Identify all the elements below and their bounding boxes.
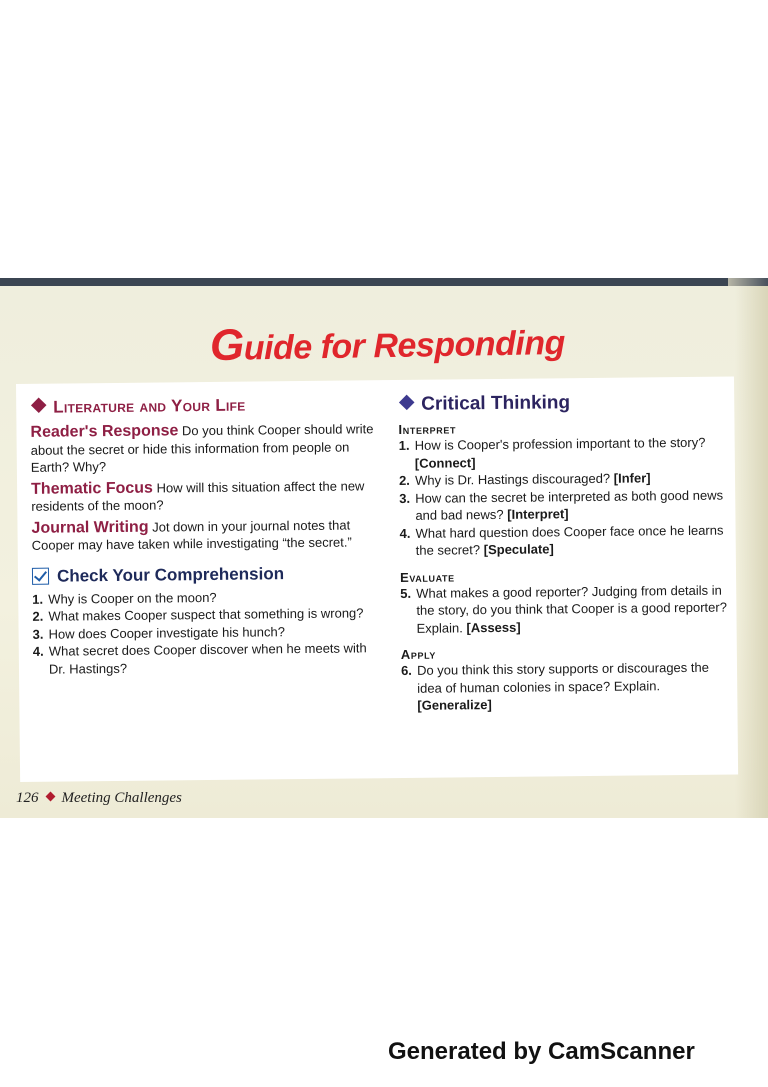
item-number: 3. bbox=[32, 626, 44, 642]
comprehension-heading bbox=[32, 563, 382, 587]
skill-tag: [Speculate] bbox=[483, 541, 554, 558]
title-rest: uide for Responding bbox=[243, 323, 566, 368]
item-number: 4. bbox=[399, 525, 411, 541]
item-number: 2. bbox=[32, 608, 44, 624]
list-item bbox=[401, 659, 732, 715]
footer-diamond-icon bbox=[45, 792, 55, 802]
apply-label: Apply bbox=[400, 646, 437, 662]
journal-writing-lead: Journal Writing bbox=[31, 518, 149, 537]
skill-tag: [Connect] bbox=[414, 454, 476, 471]
diamond-bullet-icon bbox=[31, 397, 47, 413]
journal-writing bbox=[31, 516, 381, 555]
item-number: 1. bbox=[398, 437, 410, 453]
skill-tag: [Assess] bbox=[466, 619, 521, 635]
item-text: What makes Cooper suspect that something is wrong? bbox=[48, 605, 364, 624]
item-text: How is Cooper's profession important to the story? bbox=[414, 434, 706, 453]
literature-heading-text: Literature and Your Life bbox=[53, 395, 246, 417]
skill-tag: [Infer] bbox=[613, 470, 651, 486]
page-curl-shadow bbox=[735, 286, 768, 818]
item-number: 5. bbox=[400, 585, 412, 601]
readers-response bbox=[30, 420, 381, 476]
unit-title: Meeting Challenges bbox=[61, 790, 182, 806]
thematic-focus-lead: Thematic Focus bbox=[31, 479, 153, 498]
thematic-focus bbox=[31, 477, 381, 516]
list-item bbox=[32, 604, 382, 625]
list-item bbox=[400, 581, 731, 637]
item-text: What secret does Cooper discover when he meets with Dr. Hastings? bbox=[48, 640, 367, 677]
readers-response-lead: Reader's Response bbox=[30, 422, 179, 441]
item-number: 3. bbox=[399, 490, 411, 506]
evaluate-label: Evaluate bbox=[399, 568, 455, 585]
literature-heading bbox=[30, 394, 380, 418]
journal-writing-text: Jot down in your journal notes that Cooper may have taken while investigating “the secret.” bbox=[31, 517, 352, 553]
comprehension-heading-text: Check Your Comprehension bbox=[56, 563, 285, 586]
left-column bbox=[30, 394, 383, 678]
list-item bbox=[33, 639, 383, 678]
interpret-label: Interpret bbox=[398, 421, 457, 437]
item-number: 2. bbox=[398, 472, 410, 488]
scanner-watermark: Generated by CamScanner bbox=[388, 1038, 695, 1065]
list-item bbox=[399, 521, 729, 559]
item-text: What makes a good reporter? Judging from details in the story, do you think that Cooper is a good reporter? Explain. bbox=[416, 582, 727, 636]
comprehension-list bbox=[32, 587, 383, 678]
list-item bbox=[399, 486, 729, 524]
page-number: 126 bbox=[16, 790, 39, 806]
title-first-letter: G bbox=[209, 320, 245, 371]
item-text: What hard question does Cooper face once he learns the secret? bbox=[415, 522, 724, 558]
item-number: 4. bbox=[32, 643, 44, 659]
item-text: Why is Dr. Hastings discouraged? bbox=[414, 470, 611, 488]
list-item bbox=[399, 434, 729, 472]
right-column bbox=[398, 391, 731, 715]
thematic-focus-text: How will this situation affect the new residents of the moon? bbox=[31, 477, 365, 514]
interpret-list bbox=[399, 434, 730, 560]
critical-heading bbox=[398, 391, 728, 416]
readers-response-text: Do you think Cooper should write about the secret or hide this information from people on Earth? Why? bbox=[30, 421, 374, 475]
item-text: Do you think this story supports or discourages the idea of human colonies in space? Explain. bbox=[416, 659, 710, 696]
page-footer bbox=[16, 790, 182, 807]
critical-heading-text: Critical Thinking bbox=[421, 392, 571, 415]
item-number: 6. bbox=[400, 662, 412, 678]
skill-tag: [Generalize] bbox=[417, 697, 492, 713]
evaluate-list bbox=[400, 581, 731, 637]
checkbox-icon bbox=[32, 568, 49, 585]
page-title bbox=[210, 315, 566, 371]
item-text: How can the secret be interpreted as both good news and bad news? bbox=[415, 487, 724, 523]
apply-list bbox=[401, 659, 732, 715]
diamond-bullet-icon bbox=[399, 395, 415, 411]
response-card bbox=[16, 376, 738, 781]
skill-tag: [Interpret] bbox=[507, 506, 569, 522]
item-text: How does Cooper investigate his hunch? bbox=[48, 623, 285, 642]
item-number: 1. bbox=[32, 591, 44, 607]
item-text: Why is Cooper on the moon? bbox=[48, 589, 217, 607]
